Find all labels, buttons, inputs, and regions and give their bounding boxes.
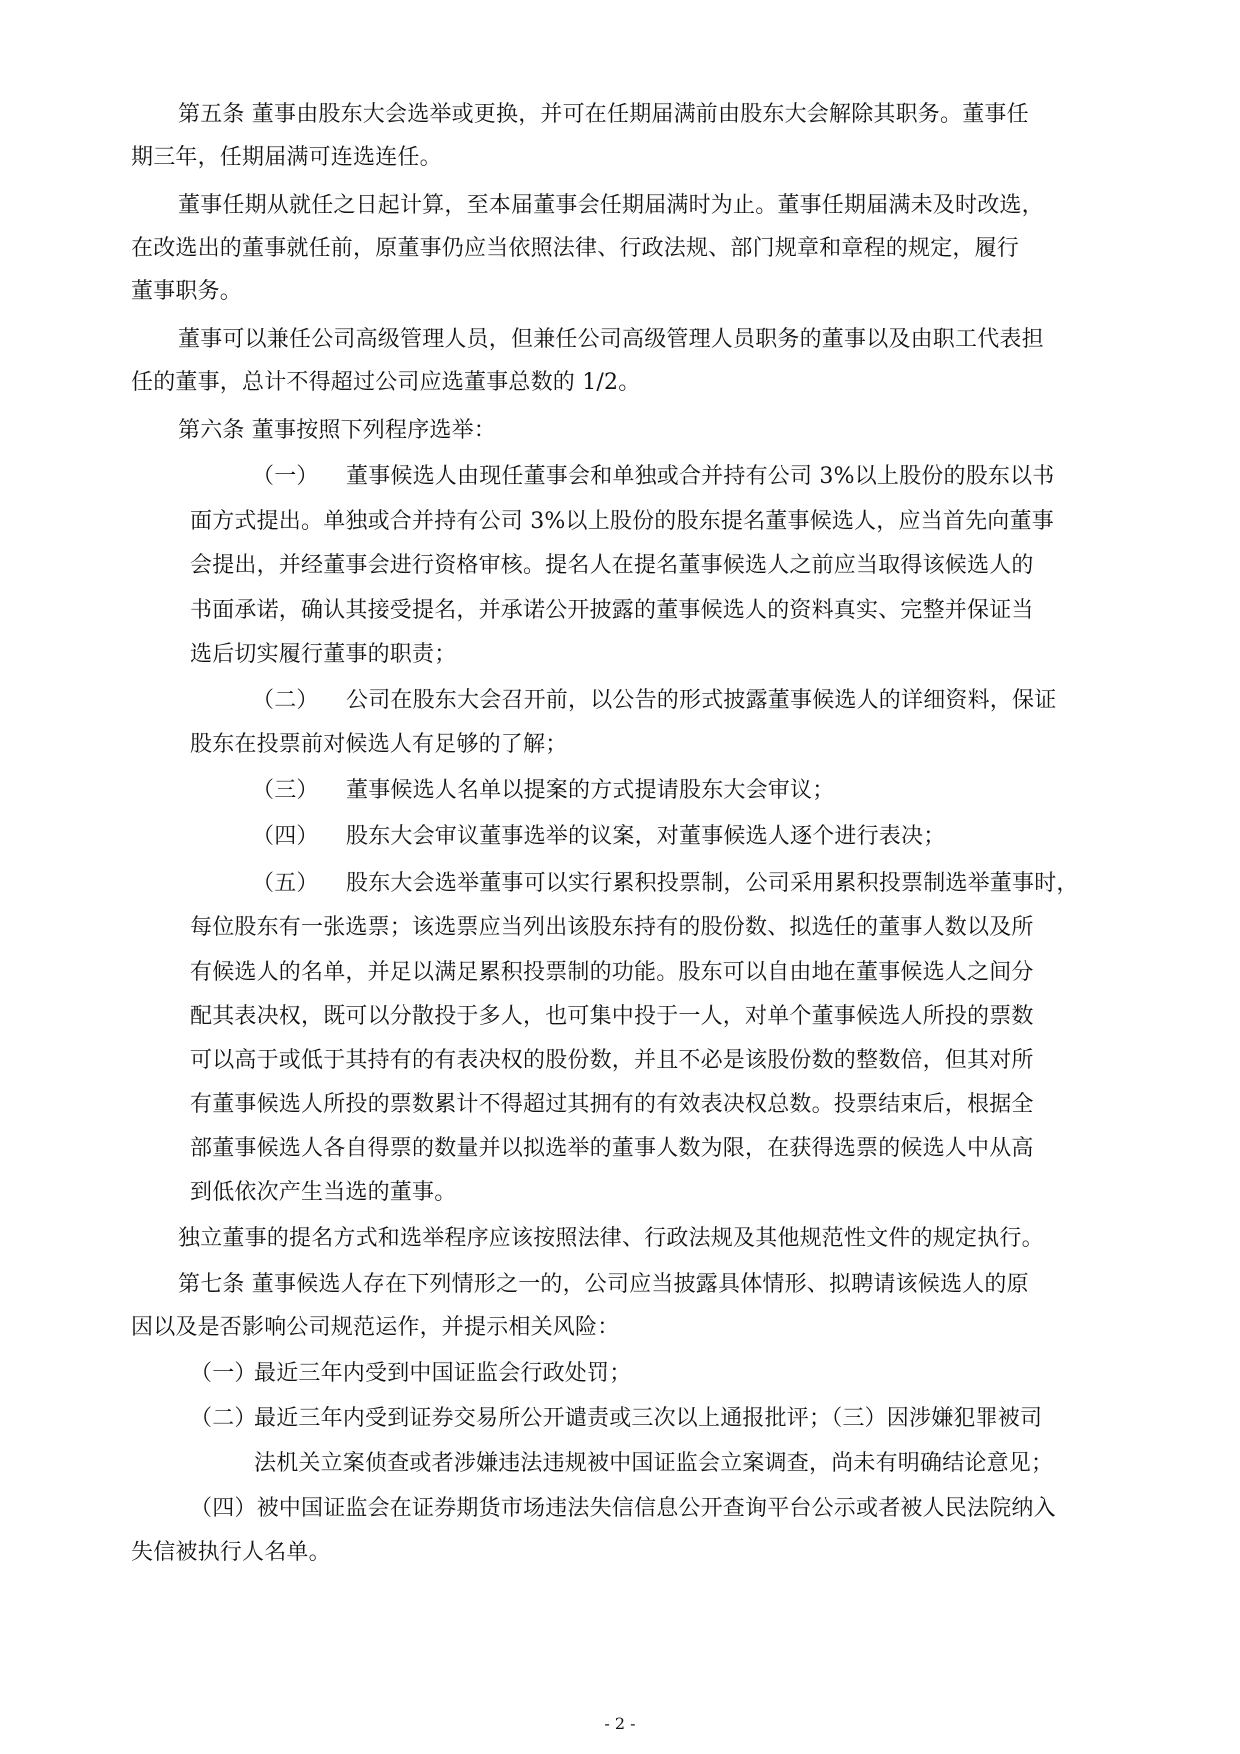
list-item-text: 股东大会选举董事可以实行累积投票制，公司采用累积投票制选举董事时， — [346, 871, 1079, 896]
article6-item1-line5: 选后切实履行董事的职责； — [190, 642, 457, 667]
article6-independent: 独立董事的提名方式和选举程序应该按照法律、行政法规及其他规范性文件的规定执行。 — [178, 1226, 1044, 1251]
article6-item5-line3: 有候选人的名单，并足以满足累积投票制的功能。股东可以自由地在董事候选人之间分 — [190, 960, 1034, 985]
list-item-text: 董事候选人由现任董事会和单独或合并持有公司 3%以上股份的股东以书 — [346, 464, 1055, 489]
article6-item5-line5: 可以高于或低于其持有的有表决权的股份数，并且不必是该股份数的整数倍，但其对所 — [190, 1048, 1034, 1073]
article5-p2-line2: 在改选出的董事就任前，原董事仍应当依照法律、行政法规、部门规章和章程的规定，履行 — [131, 236, 1020, 261]
article6-item3 — [252, 776, 834, 806]
list-number: （一） — [252, 464, 319, 489]
list-number: （二） — [190, 1406, 257, 1431]
article7-p1-line1: 第七条 董事候选人存在下列情形之一的，公司应当披露具体情形、拟聘请该候选人的原 — [178, 1272, 1029, 1297]
list-number: （四） — [252, 824, 319, 849]
list-item-text: 股东大会审议董事选举的议案，对董事候选人逐个进行表决； — [346, 824, 946, 849]
article6-item2-line2: 股东在投票前对候选人有足够的了解； — [190, 732, 568, 757]
list-item-text: 董事候选人名单以提案的方式提请股东大会审议； — [346, 778, 835, 803]
list-number: （二） — [252, 688, 319, 713]
article6-item1-line3: 会提出，并经董事会进行资格审核。提名人在提名董事候选人之前应当取得该候选人的 — [190, 553, 1034, 578]
article5-p2-line3: 董事职务。 — [131, 279, 243, 304]
article7-item4-line1: （四）被中国证监会在证券期货市场违法失信信息公开查询平台公示或者被人民法院纳入 — [190, 1496, 1056, 1521]
article6-item5-line4: 配其表决权，既可以分散投于多人，也可集中投于一人，对单个董事候选人所投的票数 — [190, 1004, 1034, 1029]
list-number: （五） — [252, 871, 319, 896]
list-item-text: 公司在股东大会召开前，以公告的形式披露董事候选人的详细资料，保证 — [346, 688, 1057, 713]
article7-item1 — [190, 1359, 631, 1389]
article7-p1-line2: 因以及是否影响公司规范运作，并提示相关风险： — [131, 1315, 620, 1340]
article5-p3-line1: 董事可以兼任公司高级管理人员，但兼任公司高级管理人员职务的董事以及由职工代表担 — [178, 327, 1044, 352]
article6-item5-line2: 每位股东有一张选票；该选票应当列出该股东持有的股份数、拟选任的董事人数以及所 — [190, 915, 1034, 940]
article5-p3-line2: 任的董事，总计不得超过公司应选董事总数的 1/2。 — [131, 370, 641, 395]
article6-item1-line4: 书面承诺，确认其接受提名，并承诺公开披露的董事候选人的资料真实、完整并保证当 — [190, 598, 1034, 623]
page-number: - 2 - — [604, 1714, 636, 1733]
article6-item5-line7: 部董事候选人各自得票的数量并以拟选举的董事人数为限，在获得选票的候选人中从高 — [190, 1136, 1034, 1161]
article6-item1-line2: 面方式提出。单独或合并持有公司 3%以上股份的股东提名董事候选人，应当首先向董事 — [190, 509, 1054, 534]
list-number: （一） — [190, 1361, 257, 1386]
article6-item5-line6: 有董事候选人所投的票数累计不得超过其拥有的有效表决权总数。投票结束后，根据全 — [190, 1092, 1034, 1117]
list-number: （三） — [252, 778, 319, 803]
article6-item5-first — [252, 869, 1079, 899]
article7-item2-cont: 法机关立案侦查或者涉嫌违法违规被中国证监会立案调查，尚未有明确结论意见； — [254, 1451, 1054, 1476]
article7-item4-line2: 失信被执行人名单。 — [131, 1540, 331, 1565]
list-item-text: 最近三年内受到中国证监会行政处罚； — [254, 1361, 632, 1386]
article6-item5-line8: 到低依次产生当选的董事。 — [190, 1180, 457, 1205]
article7-item2 — [190, 1404, 1042, 1434]
article6-item2-first — [252, 686, 1056, 716]
list-item-text: 最近三年内受到证券交易所公开谴责或三次以上通报批评；（三）因涉嫌犯罪被司 — [254, 1406, 1043, 1431]
article5-p2-line1: 董事任期从就任之日起计算，至本届董事会任期届满时为止。董事任期届满未及时改选， — [178, 193, 1044, 218]
article6-heading: 第六条 董事按照下列程序选举： — [178, 418, 496, 443]
article6-item4 — [252, 822, 945, 852]
article5-p1-line1: 第五条 董事由股东大会选举或更换，并可在任期届满前由股东大会解除其职务。董事任 — [178, 102, 1029, 127]
article5-p1-line2: 期三年，任期届满可连选连任。 — [131, 145, 442, 170]
article6-item1-first — [252, 462, 1055, 492]
